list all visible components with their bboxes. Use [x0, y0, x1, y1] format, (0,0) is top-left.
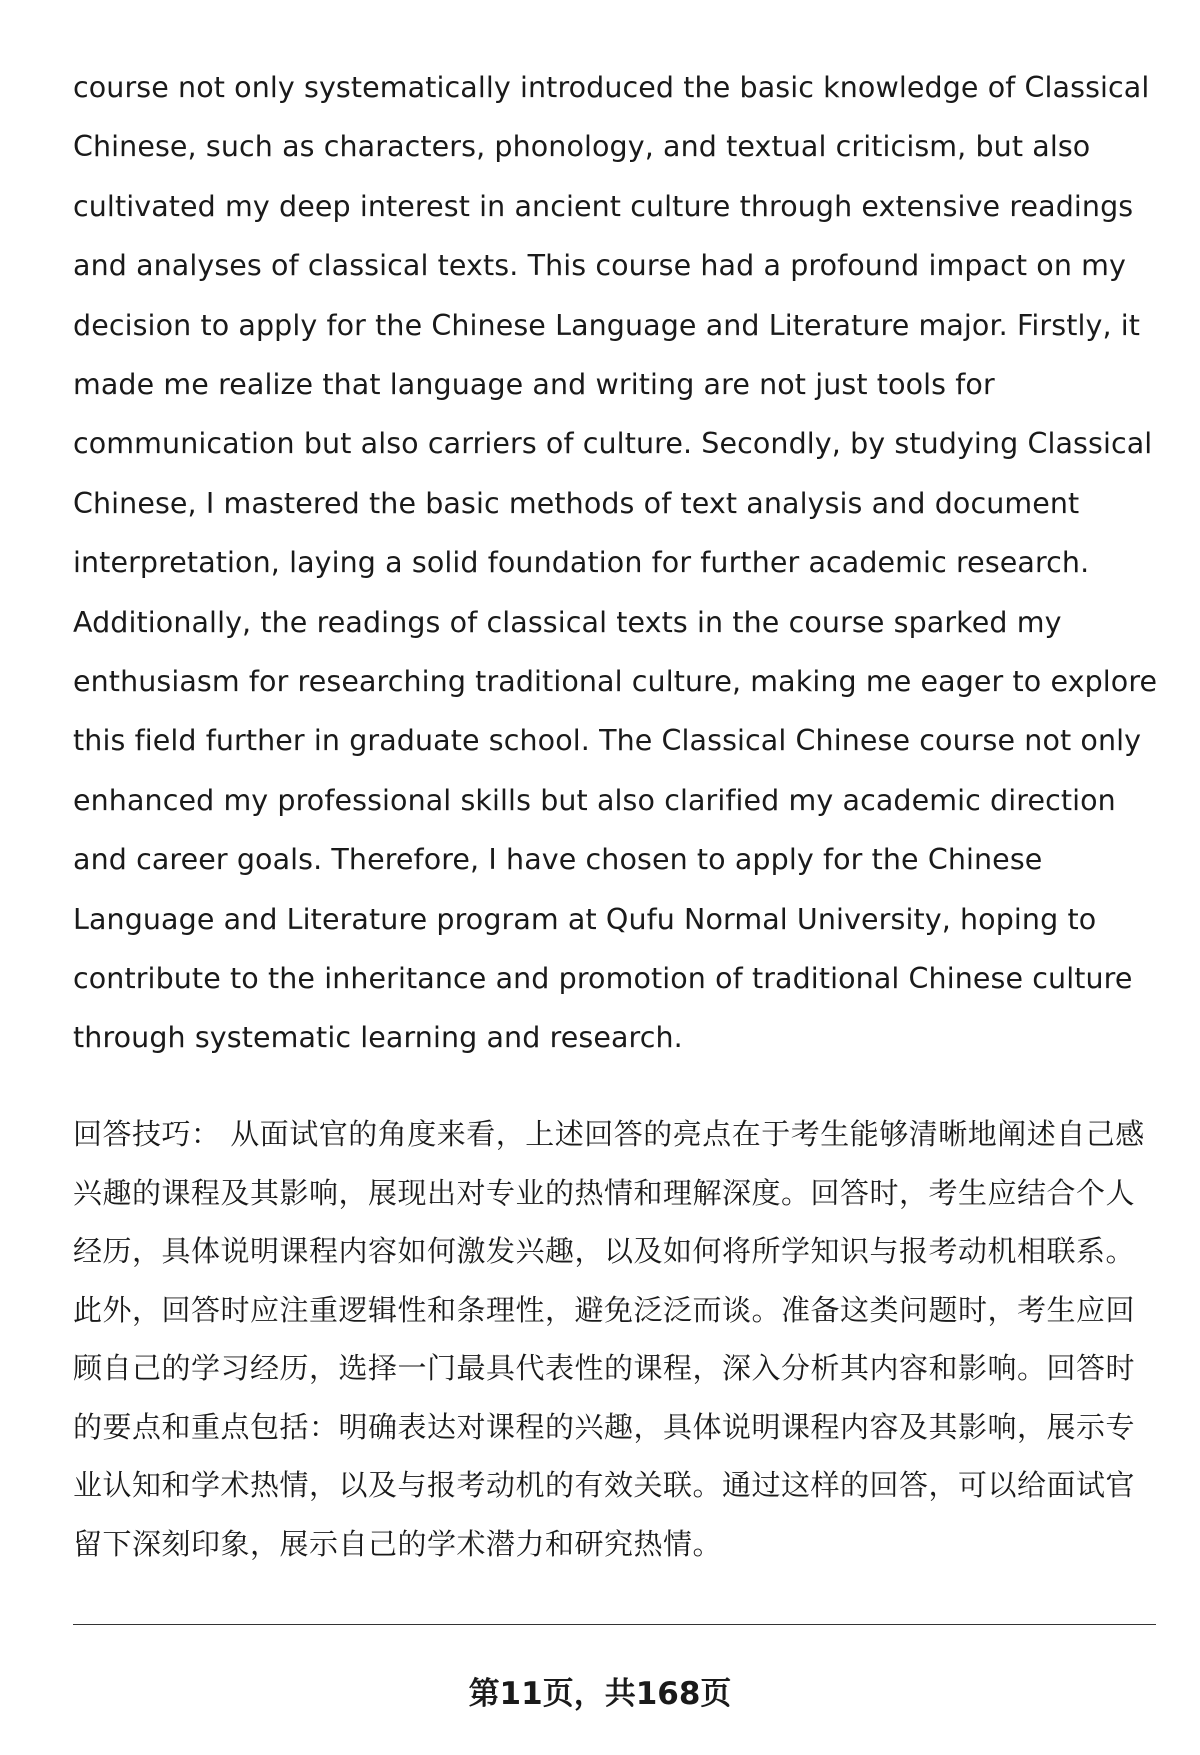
answer-line: course not only systematically introduced the basic knowledge of Classical: [73, 71, 1150, 104]
answer-line: Chinese, such as characters, phonology, and textual criticism, but also: [73, 130, 1091, 164]
answer-line: this field further in graduate school. The Classical Chinese course not only: [73, 724, 1142, 758]
page-number: 第11页，共168页: [468, 1676, 732, 1712]
answer-line: decision to apply for the Chinese Language and Literature major. Firstly, it: [73, 308, 1141, 342]
answer-line: contribute to the inheritance and promotion of traditional Chinese culture: [73, 962, 1133, 995]
answer-line: enhanced my professional skills but also clarified my academic direction: [73, 783, 1116, 817]
footer-divider: [73, 1624, 1156, 1625]
tips-line: 经历，具体说明课程内容如何激发兴趣，以及如何将所学知识与报考动机相联系。: [73, 1234, 1136, 1268]
answer-line: Chinese, I mastered the basic methods of text analysis and document: [73, 486, 1080, 520]
tips-line-heading: 回答技巧： 从面试官的角度来看，上述回答的亮点在于考生能够清晰地阐述自己感: [73, 1117, 1145, 1151]
answer-line: communication but also carriers of culture. Secondly, by studying Classical: [73, 427, 1153, 461]
answer-line: and analyses of classical texts. This course had a profound impact on my: [73, 249, 1126, 283]
answer-line: Additionally, the readings of classical texts in the course sparked my: [73, 605, 1062, 639]
tips-line: 的要点和重点包括：明确表达对课程的兴趣，具体说明课程内容及其影响，展示专: [73, 1409, 1136, 1444]
answer-line: enthusiasm for researching traditional culture, making me eager to explore: [73, 665, 1158, 698]
tips-line: 业认知和学术热情，以及与报考动机的有效关联。通过这样的回答，可以给面试官: [73, 1468, 1136, 1502]
tips-line: 留下深刻印象，展示自己的学术潜力和研究热情。: [73, 1526, 723, 1561]
answer-line: Language and Literature program at Qufu Normal University, hoping to: [73, 902, 1097, 936]
answer-line: made me realize that language and writing are not just tools for: [73, 368, 995, 401]
answer-line: interpretation, laying a solid foundation for further academic research.: [73, 546, 1090, 580]
answer-line: through systematic learning and research.: [73, 1021, 683, 1055]
tips-line: 顾自己的学习经历，选择一门最具代表性的课程，深入分析其内容和影响。回答时: [73, 1351, 1136, 1385]
answer-line: and career goals. Therefore, I have chosen to apply for the Chinese: [73, 843, 1043, 877]
tips-line: 此外，回答时应注重逻辑性和条理性，避免泛泛而谈。准备这类问题时，考生应回: [73, 1292, 1136, 1327]
tips-line: 兴趣的课程及其影响，展现出对专业的热情和理解深度。回答时，考生应结合个人: [73, 1175, 1136, 1210]
answer-line: cultivated my deep interest in ancient culture through extensive readings: [73, 189, 1134, 223]
